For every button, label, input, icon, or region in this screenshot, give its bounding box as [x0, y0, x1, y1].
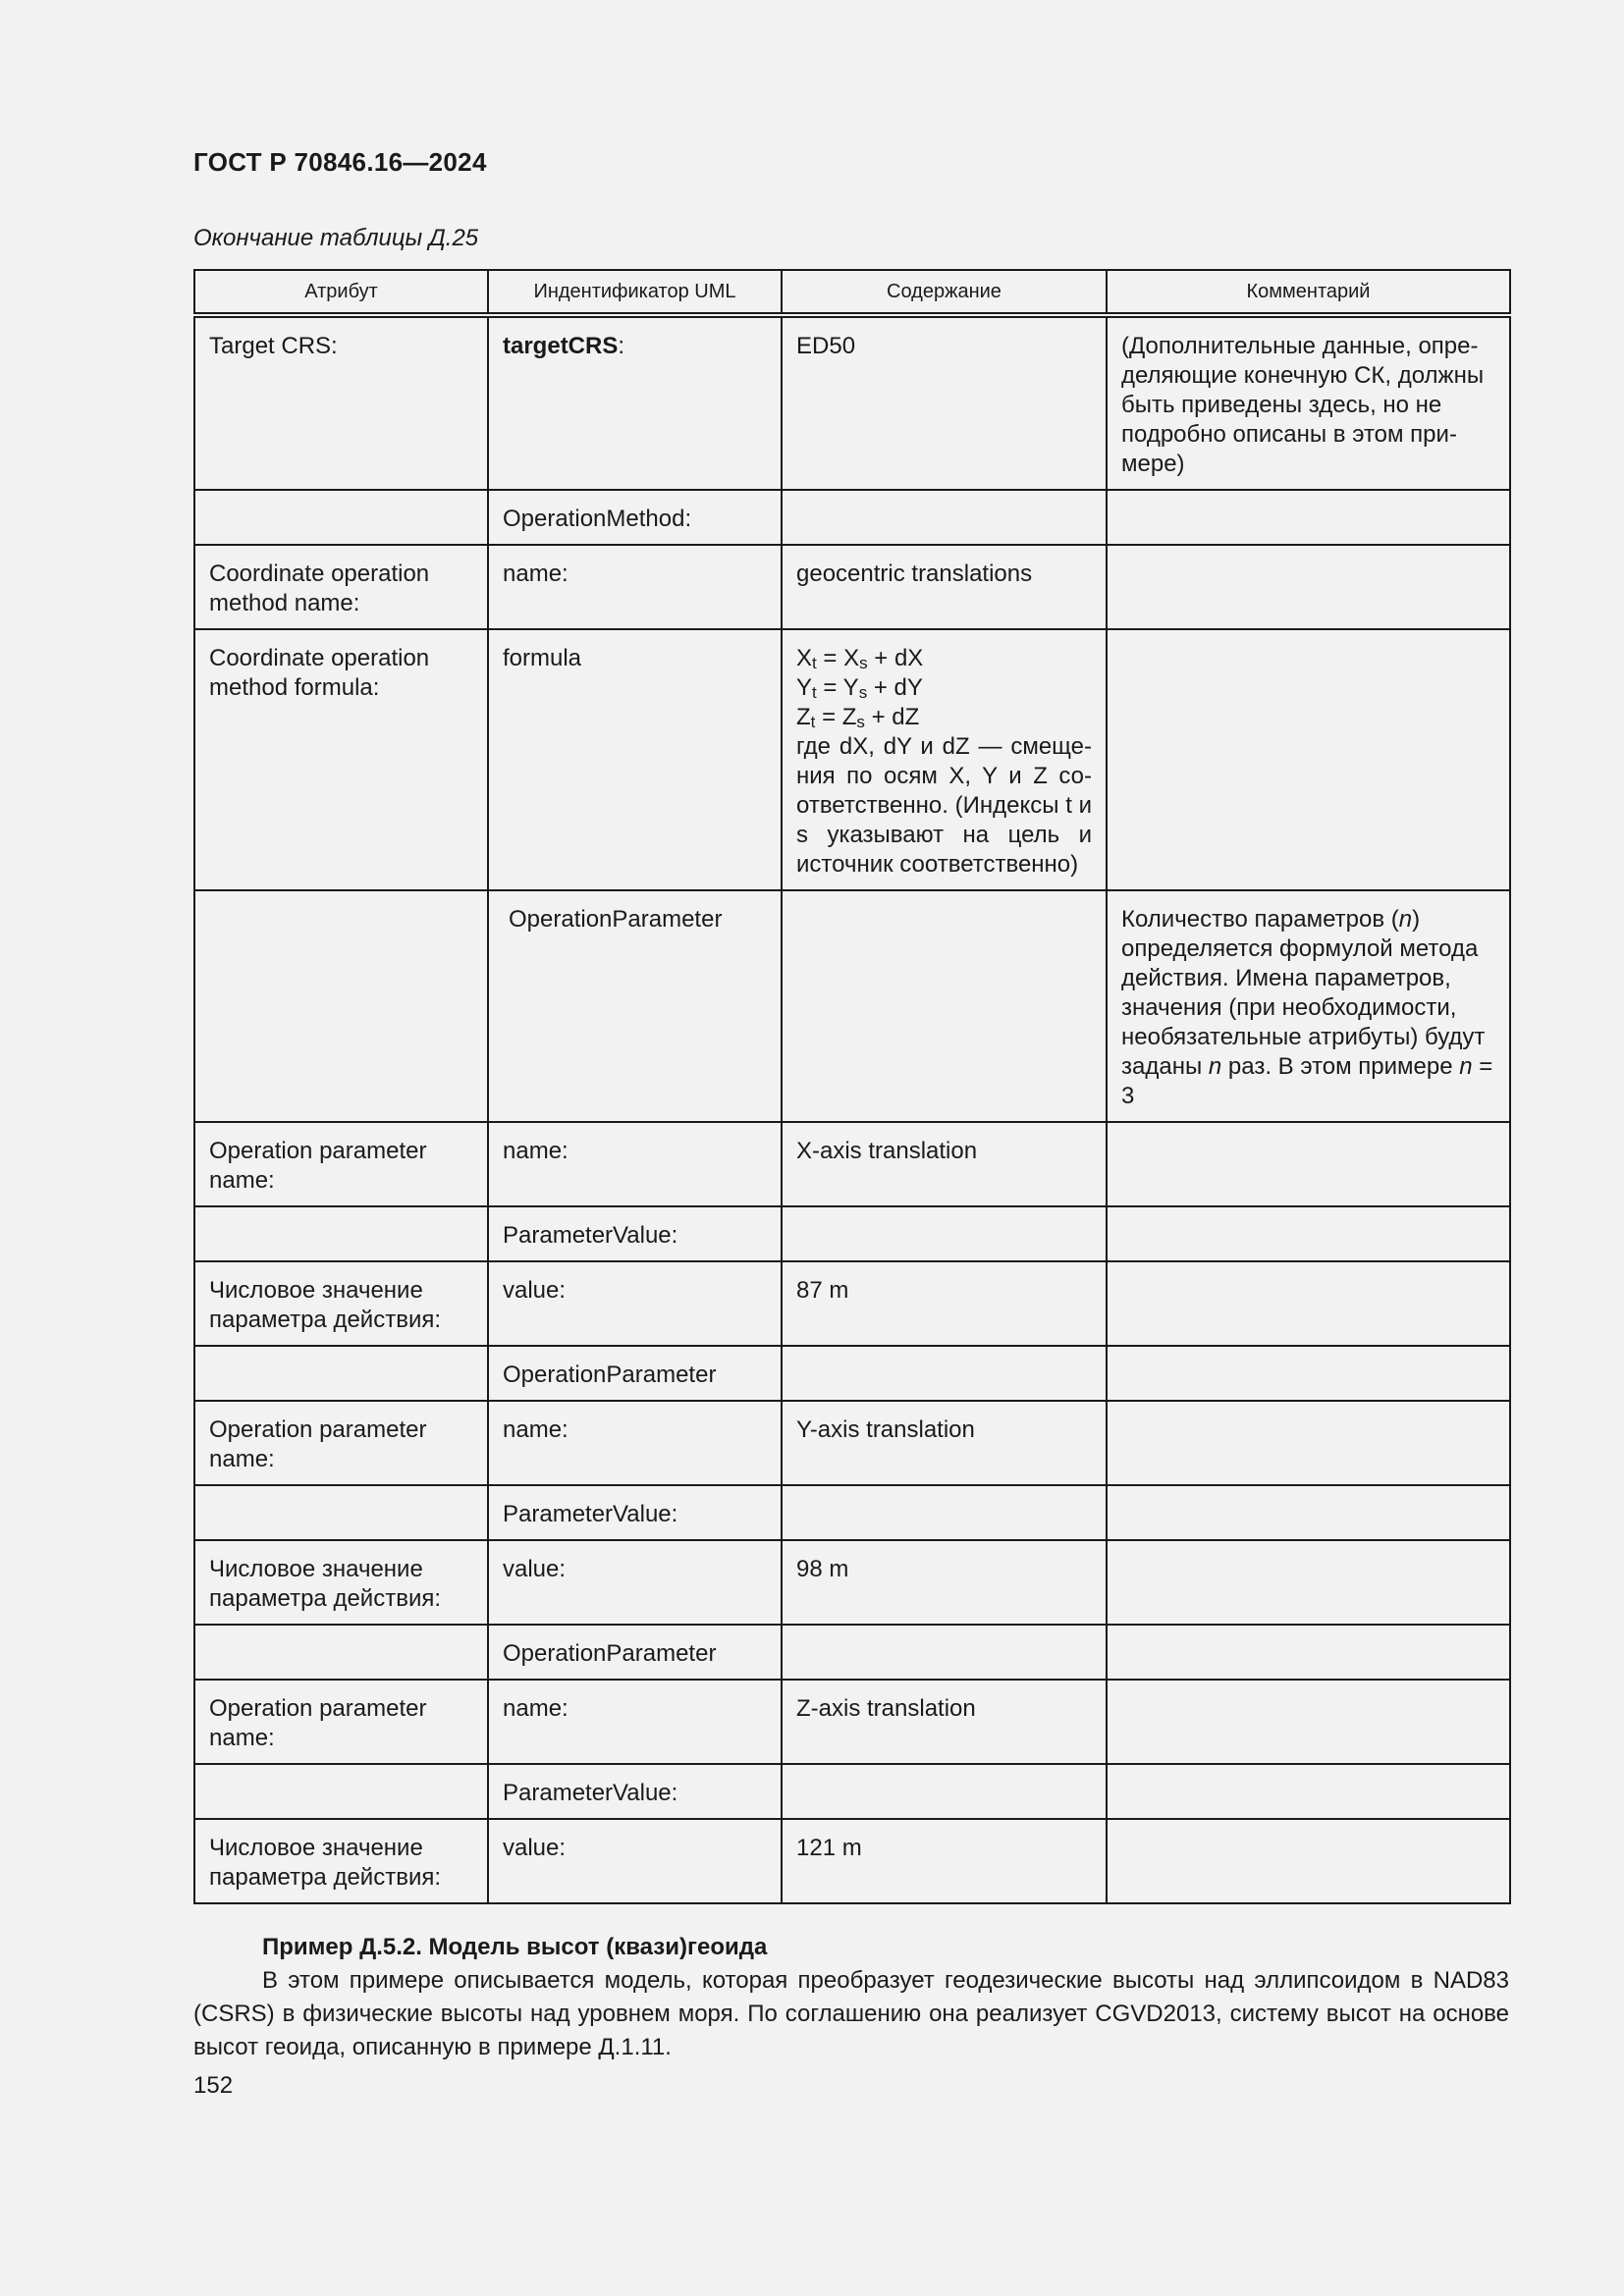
table-caption: Окончание таблицы Д.25: [193, 225, 479, 251]
table-row: [194, 1401, 1510, 1485]
table-row: [194, 1764, 1510, 1819]
cell-attribute: [194, 890, 488, 1122]
table-row: [194, 315, 1510, 490]
formula-explanation: где dX, dY и dZ — смещения по осям X, Y и Z соответственно. (Индексы t и s указывают на цель и источник соответственно): [796, 733, 1092, 878]
table-row: [194, 890, 1510, 1122]
cell-content: 121 m: [782, 1819, 1107, 1903]
cell-attribute: [194, 1625, 488, 1680]
cell-comment: [1107, 629, 1510, 890]
cell-comment: [1107, 1261, 1510, 1346]
cell-content: [782, 629, 1107, 890]
table-row: [194, 1346, 1510, 1401]
cell-content: [782, 1485, 1107, 1540]
cell-comment: (Дополнительные данные, определяющие конечную СК, должны быть приведены здесь, но не подробно описаны в этом примере): [1107, 315, 1510, 490]
table-row: [194, 1485, 1510, 1540]
cell-uml-id: ParameterValue:: [488, 1206, 782, 1261]
cell-attribute: Target CRS:: [194, 315, 488, 490]
uml-id-bold: targetCRS: [503, 333, 619, 359]
table-row: [194, 1625, 1510, 1680]
table-row: [194, 629, 1510, 890]
cell-attribute: [194, 1485, 488, 1540]
cell-content: [782, 1625, 1107, 1680]
cell-attribute: [194, 1206, 488, 1261]
cell-comment: [1107, 1206, 1510, 1261]
attributes-table: [193, 269, 1511, 1904]
cell-comment: [1107, 1680, 1510, 1764]
document-code: ГОСТ Р 70846.16—2024: [193, 147, 487, 177]
cell-content: Z-axis translation: [782, 1680, 1107, 1764]
cell-attribute: Числовое значение параметра действия:: [194, 1261, 488, 1346]
table-row: [194, 545, 1510, 629]
cell-comment: [1107, 1625, 1510, 1680]
cell-content: [782, 490, 1107, 545]
cell-attribute: [194, 1346, 488, 1401]
cell-uml-id: name:: [488, 1401, 782, 1485]
cell-uml-id: value:: [488, 1540, 782, 1625]
cell-comment: [1107, 1540, 1510, 1625]
table-row: [194, 490, 1510, 545]
cell-uml-id: ParameterValue:: [488, 1764, 782, 1819]
cell-uml-id: formula: [488, 629, 782, 890]
cell-uml-id: ParameterValue:: [488, 1485, 782, 1540]
cell-uml-id: value:: [488, 1261, 782, 1346]
cell-content: Y-axis translation: [782, 1401, 1107, 1485]
cell-content: X-axis translation: [782, 1122, 1107, 1206]
cell-attribute: Operation parameter name:: [194, 1401, 488, 1485]
uml-id-suffix: :: [618, 333, 625, 359]
cell-uml-id: [488, 315, 782, 490]
column-header-content: Содержание: [782, 270, 1107, 315]
cell-attribute: Coordinate operation method formula:: [194, 629, 488, 890]
cell-uml-id: name:: [488, 545, 782, 629]
column-header-comment: Комментарий: [1107, 270, 1510, 315]
cell-uml-id: OperationParameter: [488, 890, 782, 1122]
table-header-row: [194, 270, 1510, 315]
cell-comment: [1107, 1819, 1510, 1903]
table-row: [194, 1261, 1510, 1346]
cell-attribute: Числовое значение параметра действия:: [194, 1819, 488, 1903]
cell-content: [782, 890, 1107, 1122]
cell-content: 98 m: [782, 1540, 1107, 1625]
page-number: 152: [193, 2072, 234, 2099]
cell-attribute: Coordinate operation method name:: [194, 545, 488, 629]
cell-uml-id: OperationParameter: [488, 1346, 782, 1401]
cell-content: geocentric translations: [782, 545, 1107, 629]
table-row: [194, 1680, 1510, 1764]
cell-content: [782, 1206, 1107, 1261]
cell-uml-id: OperationMethod:: [488, 490, 782, 545]
cell-content: ED50: [782, 315, 1107, 490]
formula-line-x: $X_t = X_s$ + dX: [796, 645, 924, 672]
cell-comment: [1107, 1122, 1510, 1206]
cell-comment: [1107, 1346, 1510, 1401]
cell-attribute: Operation parameter name:: [194, 1680, 488, 1764]
example-title: Пример Д.5.2. Модель высот (квази)геоида: [262, 1934, 768, 1960]
column-header-uml-id: Индентификатор UML: [488, 270, 782, 315]
cell-content: [782, 1764, 1107, 1819]
example-body: В этом примере описывается модель, которая преобразует геодезические высоты над эллипсоидом в NAD83 (CSRS) в физические высоты над уровнем моря. По соглашению она реализует CGVD2013, систему высот на основе высот геоида, описанную в примере Д.1.11.: [193, 1967, 1509, 2060]
cell-content: [782, 1346, 1107, 1401]
cell-comment: [1107, 1401, 1510, 1485]
cell-attribute: Числовое значение параметра действия:: [194, 1540, 488, 1625]
cell-comment: [1107, 490, 1510, 545]
cell-attribute: [194, 1764, 488, 1819]
formula-line-y: $Y_t = Y_s$ + dY: [796, 674, 923, 702]
column-header-attribute: Атрибут: [194, 270, 488, 315]
cell-comment: [1107, 1764, 1510, 1819]
formula-line-z: $Z_t = Z_s$ + dZ: [796, 704, 920, 731]
table-row: [194, 1122, 1510, 1206]
cell-comment: [1107, 1485, 1510, 1540]
cell-comment: [1107, 545, 1510, 629]
cell-attribute: Operation parameter name:: [194, 1122, 488, 1206]
cell-content: 87 m: [782, 1261, 1107, 1346]
cell-comment: Количество параметров (n) определяется формулой метода действия. Имена параметров, значения (при необходимости, необязательные атрибуты) будут заданы n раз. В этом примере n = 3: [1107, 890, 1510, 1122]
table-row: [194, 1540, 1510, 1625]
table-row: [194, 1819, 1510, 1903]
example-section: [193, 1931, 1509, 2064]
cell-uml-id: name:: [488, 1122, 782, 1206]
cell-attribute: [194, 490, 488, 545]
table-row: [194, 1206, 1510, 1261]
cell-uml-id: value:: [488, 1819, 782, 1903]
cell-uml-id: name:: [488, 1680, 782, 1764]
cell-uml-id: OperationParameter: [488, 1625, 782, 1680]
